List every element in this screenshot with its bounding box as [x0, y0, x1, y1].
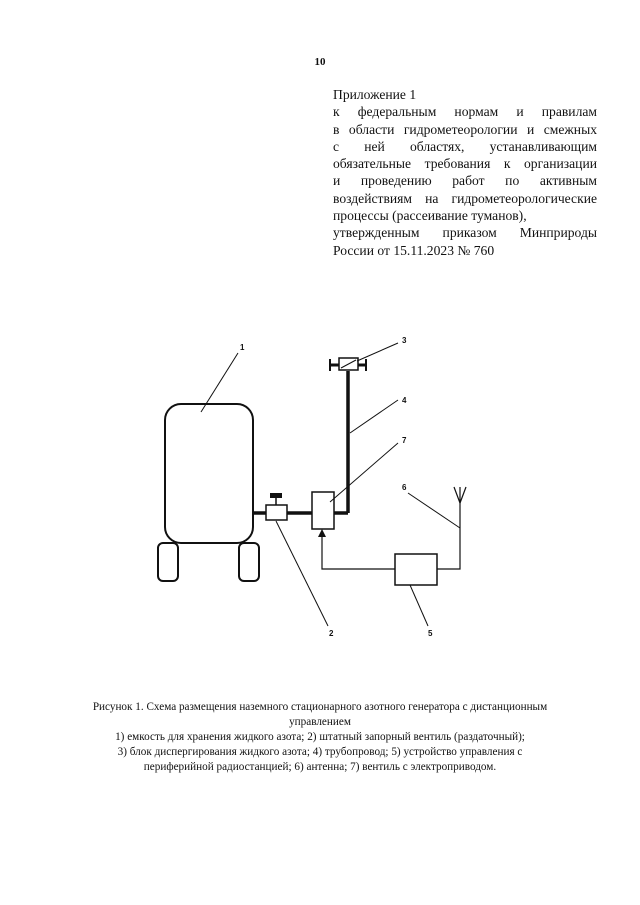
label-4: 4 — [402, 396, 407, 405]
appendix-line: воздействиям на гидрометеорологические — [333, 190, 597, 206]
antenna-feed — [437, 503, 460, 569]
leader-7 — [330, 443, 398, 502]
caption-title-cont: управлением — [289, 716, 351, 728]
appendix-line: обязательные требования к организации — [333, 156, 597, 172]
page-number: 10 — [314, 56, 326, 68]
control-line — [322, 534, 395, 569]
valve-handle — [270, 493, 282, 498]
label-5: 5 — [428, 629, 433, 638]
appendix-line: в области гидрометеорологии и смежных — [333, 121, 597, 137]
control-arrow — [318, 529, 326, 537]
appendix-title: Приложение 1 — [333, 87, 417, 102]
figure-caption — [60, 700, 580, 775]
wheel-right — [239, 543, 259, 581]
antenna-left-arm — [454, 487, 460, 503]
label-6: 6 — [402, 483, 407, 492]
nitrogen-tank — [165, 404, 253, 543]
caption-legend: периферийной радиостанцией; 6) антенна; 7) вентиль с электроприводом. — [143, 761, 497, 773]
antenna-right-arm — [460, 487, 466, 503]
appendix-line: утвержденным приказом Минприроды — [333, 225, 597, 241]
leader-3 — [357, 343, 398, 361]
label-7: 7 — [402, 436, 407, 445]
appendix-line: процессы (рассеивание туманов), — [333, 208, 527, 224]
wheel-left — [158, 543, 178, 581]
electric-valve — [312, 492, 334, 529]
appendix-line: России от 15.11.2023 № 760 — [333, 242, 495, 258]
leader-4 — [350, 400, 398, 433]
appendix-line: с ней областях, устанавливающим — [333, 138, 597, 154]
label-2: 2 — [329, 629, 334, 638]
label-1: 1 — [240, 343, 245, 352]
leader-6 — [408, 493, 460, 528]
control-device — [395, 554, 437, 585]
label-3: 3 — [402, 336, 407, 345]
caption-legend: 3) блок диспергирования жидкого азота; 4) трубопровод; 5) устройство управления с — [117, 746, 523, 758]
appendix-line: и проведению работ по активным — [333, 173, 597, 189]
shutoff-valve — [266, 505, 287, 520]
leader-5 — [410, 585, 428, 626]
caption-legend: 1) емкость для хранения жидкого азота; 2) штатный запорный вентиль (раздаточный); — [115, 731, 525, 743]
caption-title: Рисунок 1. Схема размещения наземного стационарного азотного генератора с дистанционным — [92, 701, 548, 713]
appendix-line: к федеральным нормам и правилам — [333, 104, 597, 120]
